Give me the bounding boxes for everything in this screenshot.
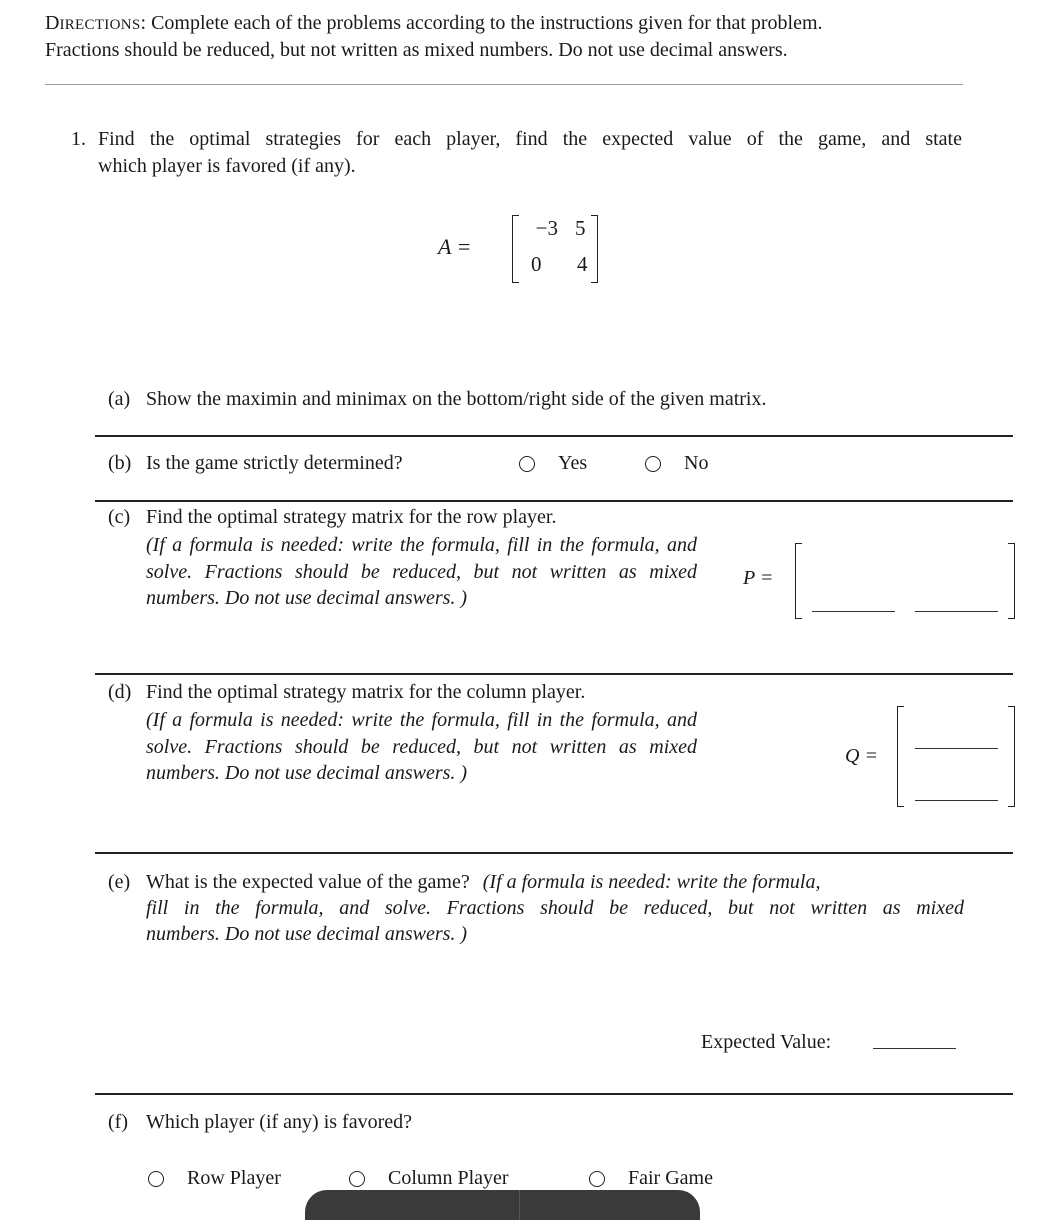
- part-e-instruction-2: fill in the formula, and solve. Fractions should be reduced, but not written as mixed: [146, 897, 964, 919]
- matrix-p-entry-1-blank[interactable]: [812, 611, 895, 612]
- matrix-a-cell-2-1: 0: [531, 252, 542, 276]
- part-f-label: (f): [108, 1111, 128, 1133]
- matrix-p-right-bracket: [1008, 543, 1015, 619]
- matrix-a-left-bracket: [512, 215, 519, 283]
- part-b-text: Is the game strictly determined?: [146, 452, 403, 474]
- part-a-text: Show the maximin and minimax on the bottom/right side of the given matrix.: [146, 388, 767, 410]
- directions-label-colon: :: [140, 12, 147, 34]
- part-b-yes-radio[interactable]: [519, 456, 535, 472]
- part-f-fair-game-radio[interactable]: [589, 1171, 605, 1187]
- part-e-label: (e): [108, 871, 131, 893]
- matrix-q-entry-2-blank[interactable]: [915, 800, 998, 801]
- part-e-question: What is the expected value of the game?: [146, 871, 470, 893]
- part-a-label: (a): [108, 388, 131, 410]
- matrix-q-entry-1-blank[interactable]: [915, 748, 998, 749]
- matrix-p-label: P =: [743, 567, 774, 589]
- matrix-a-label: [438, 234, 471, 260]
- part-f-fair-game-label: Fair Game: [628, 1167, 713, 1189]
- matrix-a-cell-1-1: −3: [535, 216, 558, 240]
- part-e-line1: [146, 871, 820, 894]
- part-d-label: (d): [108, 681, 132, 703]
- part-f-column-player-radio[interactable]: [349, 1171, 365, 1187]
- part-a-divider: [95, 435, 1013, 437]
- part-e-divider: [95, 1093, 1013, 1095]
- matrix-a-label-text: A =: [438, 234, 472, 259]
- part-e-instruction-1: (If a formula is needed: write the formula,: [482, 871, 821, 893]
- directions-text-1: Complete each of the problems according to the instructions given for that problem.: [151, 12, 823, 34]
- directions-label-initial: D: [45, 12, 60, 34]
- part-f-text: Which player (if any) is favored?: [146, 1111, 412, 1133]
- part-b-no-label: No: [684, 452, 709, 474]
- part-b-no-radio[interactable]: [645, 456, 661, 472]
- matrix-p-left-bracket: [795, 543, 802, 619]
- problem-statement-line2: which player is favored (if any).: [98, 155, 356, 177]
- part-f-column-player-label: Column Player: [388, 1167, 509, 1189]
- part-c-text: Find the optimal strategy matrix for the row player.: [146, 506, 557, 528]
- part-e-instruction-3: numbers. Do not use decimal answers. ): [146, 923, 468, 945]
- expected-value-label: Expected Value:: [701, 1031, 832, 1053]
- problem-statement-line1: Find the optimal strategies for each player, find the expected value of the game, and state: [98, 128, 962, 150]
- matrix-a-cell-2-2: 4: [577, 252, 588, 276]
- part-f-row-player-radio[interactable]: [148, 1171, 164, 1187]
- part-c-instruction: (If a formula is needed: write the formula, fill in the formula, and solve. Fractions should be reduced, but not written as mixed numbers. Do not use decimal answers. ): [146, 534, 697, 609]
- matrix-a-right-bracket: [591, 215, 598, 283]
- part-d-instruction: (If a formula is needed: write the formula, fill in the formula, and solve. Fractions should be reduced, but not written as mixed numbers. Do not use decimal answers. ): [146, 709, 697, 784]
- part-b-label: (b): [108, 452, 132, 474]
- directions-label-rest: IRECTIONS: [59, 17, 141, 33]
- bottom-toolbar-edge: [305, 1190, 700, 1220]
- part-c-label: (c): [108, 506, 131, 528]
- matrix-q-label: Q =: [845, 745, 878, 767]
- directions-line2: Fractions should be reduced, but not written as mixed numbers. Do not use decimal answers.: [45, 39, 788, 61]
- part-c-divider: [95, 673, 1013, 675]
- part-b-divider: [95, 500, 1013, 502]
- expected-value-blank[interactable]: [873, 1048, 956, 1049]
- part-f-row-player-label: Row Player: [187, 1167, 281, 1189]
- part-d-divider: [95, 852, 1013, 854]
- matrix-q-left-bracket: [897, 706, 904, 807]
- problem-number: 1.: [71, 128, 86, 150]
- part-d-text: Find the optimal strategy matrix for the column player.: [146, 681, 586, 703]
- matrix-a-cell-1-2: 5: [575, 216, 586, 240]
- directions-divider: [45, 84, 963, 85]
- matrix-q-right-bracket: [1008, 706, 1015, 807]
- part-b-yes-label: Yes: [558, 452, 588, 474]
- matrix-p-entry-2-blank[interactable]: [915, 611, 998, 612]
- bottom-toolbar-separator: [519, 1190, 520, 1220]
- directions-line1: [45, 12, 823, 35]
